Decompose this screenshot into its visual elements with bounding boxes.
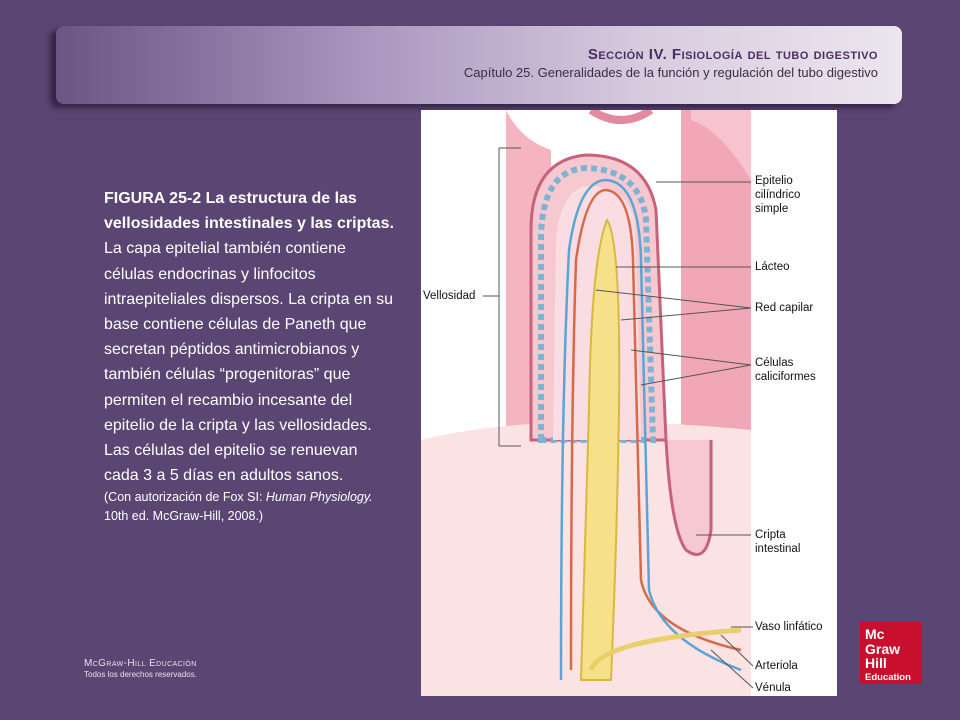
fold — [591, 110, 651, 120]
label-arteriola: Arteriola — [755, 660, 798, 672]
credit-prefix: (Con autorización de Fox SI: — [104, 490, 266, 505]
caption-body: La capa epitelial también contiene células endocrinas y linfocitos intraepiteliales dispersos. La cripta en su base contiene células de Paneth que secretan péptidos antimicrobianos y también células “progenitoras” que permiten el recambio incesante del epitelio de la cripta y las vellosidades. Las células del epitelio se renuevan cada 3 a 5 días en adultos sanos. — [104, 240, 394, 485]
footer-rights: Todos los derechos reservados. — [84, 670, 197, 679]
credit-title: Human Physiology. — [265, 490, 373, 505]
villus-diagram — [421, 110, 837, 696]
mcgraw-hill-logo: Mc Graw Hill Education — [860, 622, 922, 684]
credit-suffix: 10th ed. McGraw-Hill, 2008.) — [104, 509, 264, 524]
label-vellosidad: Vellosidad — [423, 290, 476, 302]
label-celulas-caliciformes: Células caliciformes — [755, 357, 816, 383]
label-venula: Vénula — [755, 682, 791, 694]
footer — [84, 658, 197, 679]
label-lacteo: Lácteo — [755, 261, 790, 273]
figure-caption — [104, 186, 396, 526]
chapter-title: Capítulo 25. Generalidades de la función y regulación del tubo digestivo — [463, 65, 878, 80]
footer-brand: McGraw-Hill Educación — [84, 658, 197, 669]
label-vaso-linfatico: Vaso linfático — [755, 621, 823, 633]
label-cripta-intestinal: Cripta intestinal — [755, 529, 801, 555]
header-banner — [56, 26, 902, 104]
caption-title: FIGURA 25-2 La estructura de las vellosidades intestinales y las criptas. — [104, 190, 394, 233]
label-epitelio: Epitelio cilíndrico simple — [755, 175, 801, 215]
label-red-capilar: Red capilar — [755, 302, 814, 314]
caption-credit — [104, 488, 396, 526]
section-title: Sección IV. Fisiología del tubo digestivo — [587, 46, 878, 63]
